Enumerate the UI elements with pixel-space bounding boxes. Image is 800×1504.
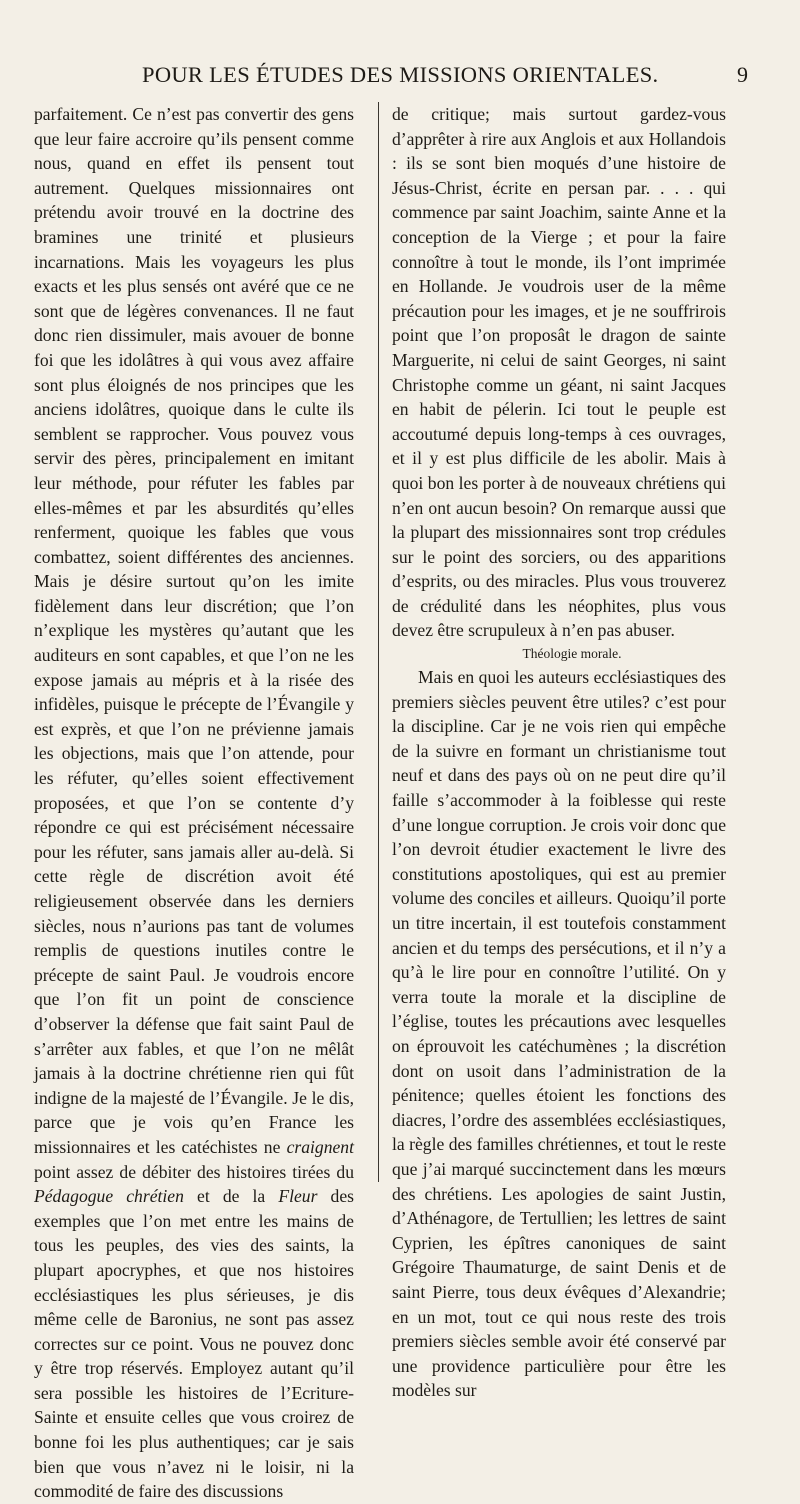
italic-text: craignent xyxy=(286,1136,354,1157)
text-run: et de la xyxy=(183,1186,279,1207)
text-run: parfaitement. Ce n’est pas convertir des gens que leur faire accroire qu’ils pensent comme nous, quand en effet ils pensent tout autrement. Quelques missionnaires ont prétendu avoir trouvé en la doctrine des bramines une trinité et plusieurs incarnations. Mais les voyageurs les plus exacts et les plus sensés ont avéré que ce ne sont que de légères convenances. Il ne faut donc rien dissimuler, mais avouer de bonne foi que les idolâtres à qui vous avez affaire sont plus éloignés de nos principes que les anciens idolâtres, quoique dans le culte ils semblent se rapprocher. Vous pouvez vous servir des pères, principalement en imitant leur méthode, pour réfuter les fables par elles-mêmes et par les absurdités qu’elles renferment, quoique les fables que vous combattez, soient différentes des anciennes. Mais je désire surtout qu’on les imite fidèlement dans leur discrétion; que l’on n’explique les mystères qu’autant que les auditeurs en sont capables, et que l’on ne les expose jamais au mépris et à la risée des infidèles, puisque le précepte de l’Évangile y est exprès, et que l’on ne prévienne jamais les objections, mais que l’on attende, pour les réfuter, qu’elles soient effectivement proposées, et que l’on se contente d’y répondre ce qui est précisément nécessaire pour les réfuter, sans jamais aller au-delà. Si cette règle de discrétion avoit été religieusement observée dans les derniers siècles, nous n’aurions pas tant de volumes remplis de questions inutiles contre le précepte de saint Paul. Je voudrois encore que l’on fit un point de conscience d’observer la défense que fait saint Paul de s’arrêter aux fables, et que l’on ne mêlât jamais à la doctrine chrétienne rien qui fût indigne de la majesté de l’Évangile. Je le dis, parce que je vois qu’en France les missionnaires et les catéchistes ne xyxy=(34,104,354,1157)
column-divider xyxy=(378,102,379,1182)
paragraph: de critique; mais surtout gardez-vous d’apprêter à rire aux Anglois et aux Hollandois : ils se sont bien moqués d’une histoire de Jésus-Christ, écrite en persan par. . . . qui commence par saint Joachim, sainte Anne et la conception de la Vierge ; et pour la faire connoître à tout le monde, ils l’ont imprimée en Hollande. Je voudrois user de la même précaution pour les images, et je ne souffrirois point que l’on proposât le dragon de sainte Marguerite, ni celui de saint Georges, ni saint Christophe comme un géant, ni saint Jacques en habit de pélerin. Ici tout le peuple est accoutumé depuis long-temps à ces ouvrages, et il y est plus difficile de les abolir. Mais à quoi bon les porter à de nouveaux chrétiens qui n’en ont aucun besoin? On remarque aussi que la plupart des missionnaires sont trop crédules sur le point des sorciers, ou des apparitions d’esprits, ou des miracles. Plus vous trouverez de crédulité dans les néophites, plus vous devez être scrupuleux à n’en pas abuser. xyxy=(392,104,726,641)
running-title: POUR LES ÉTUDES DES MISSIONS ORIENTALES. xyxy=(142,62,659,87)
italic-text: Pédagogue chrétien xyxy=(34,1186,184,1207)
text-run: des exemples que l’on met entre les mains de tous les peuples, des vies des saints, la plupart apocryphes, et que nos histoires ecclésiastiques les plus sérieuses, je dis même celle de Baronius, ne sont pas assez correctes sur ce point. Vous ne pouvez donc y être trop réservés. Employez autant qu’il sera possible les histoires de l’Ecriture-Sainte et ensuite celles que vous croirez de bonne foi les plus authentiques; car je sais bien que vous n’avez ni le loisir, ni la commodité de faire des discussions xyxy=(34,1186,354,1502)
section-heading: Théologie morale. xyxy=(522,646,622,662)
italic-text: Fleur xyxy=(278,1186,318,1207)
paragraph xyxy=(34,102,354,1504)
page-number: 9 xyxy=(737,62,748,87)
left-column xyxy=(34,102,354,1504)
running-header xyxy=(66,62,748,92)
right-column xyxy=(392,102,726,1403)
paragraph: Mais en quoi les auteurs ecclésiastiques des premiers siècles peuvent être utiles? c’est pour la discipline. Car je ne vois rien qui empêche de la suivre en formant un christianisme tout neuf et dans des pays où on ne peut dire qu’il faille s’accommoder à la foiblesse qui reste d’une longue corruption. Je crois voir donc que l’on devroit étudier exactement le livre des constitutions apostoliques, qui est au premier volume des conciles et ailleurs. Quoiqu’il porte un titre incertain, il est toutefois constamment ancien et du temps des persécutions, et il n’y a qu’à le lire pour en connoître l’utilité. On y verra toute la morale et la discipline de l’église, toutes les précautions avec lesquelles on éprouvoit les catéchumènes ; la discrétion dont on usoit dans l’administration de la pénitence; quelles étoient les fonctions des diacres, l’ordre des assemblées ecclésiastiques, la règle des familles chrétiennes, et tout le reste que j’ai marqué succinctement dans les mœurs des chrétiens. Les apologies de saint Justin, d’Athénagore, de Tertullien; les lettres de saint Cyprien, les épîtres canoniques de saint Grégoire Thaumaturge, de saint Denis et de saint Pierre, tous deux évêques d’Alexandrie; en un mot, tout ce qui nous reste des trois premiers siècles semble avoir été conservé par une providence particulière pour être les modèles sur xyxy=(392,667,726,1401)
text-run: point assez de débiter des histoires tirées du xyxy=(34,1161,354,1182)
